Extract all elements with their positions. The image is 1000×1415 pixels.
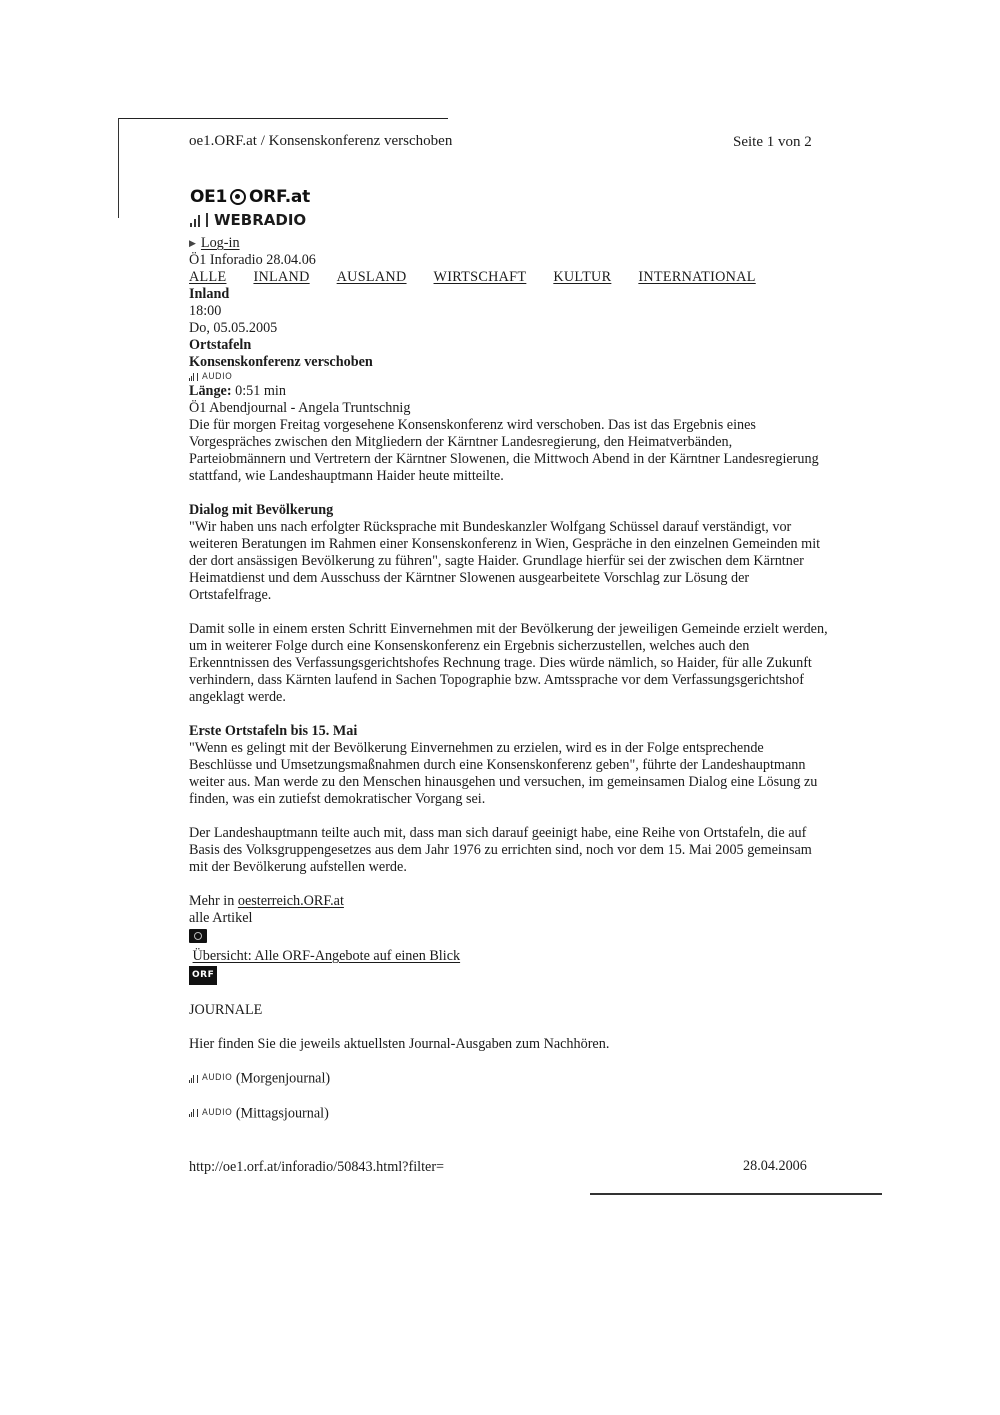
sound-bars-icon [189, 1075, 194, 1083]
article-kicker: Ortstafeln [189, 337, 252, 353]
all-articles-link[interactable]: alle Artikel [189, 910, 253, 926]
oe1-circle-icon [230, 189, 246, 205]
scan-border-left [118, 118, 119, 218]
journale-text: Hier finden Sie die jeweils aktuellsten Journal-Ausgaben zum Nachhören. [189, 1036, 610, 1052]
morgenjournal-audio[interactable] [189, 1070, 829, 1088]
mittagsjournal-audio[interactable] [189, 1105, 829, 1123]
divider [206, 213, 208, 227]
category-nav [189, 269, 829, 286]
orf-badge-logo[interactable]: ORF [189, 966, 217, 985]
nav-item-alle[interactable]: ALLE [189, 269, 227, 285]
station-label: Ö1 Inforadio 28.04.06 [189, 252, 316, 268]
scan-border-top [118, 118, 448, 119]
article-intro: Die für morgen Freitag vorgesehene Konsenskonferenz wird verschoben. Das ist das Ergebnis eines Vorgespräches zwischen den Mitgliedern der Kärntner Landesregierung, den Heimatverbänden, Parteiobmännern und Vertretern der Kärntner Slowenen, die Mittwoch Abend in der Kärntner Landesregierung stattfand, wie Landeshauptmann Haider heute mitteilte. [189, 417, 819, 484]
sound-bars-icon [190, 214, 200, 227]
divider [197, 1075, 198, 1083]
nav-item-international[interactable]: INTERNATIONAL [638, 269, 756, 285]
subheading-dialog: Dialog mit Bevölkerung [189, 502, 334, 518]
more-link-row: Mehr in oesterreich.ORF.at [189, 893, 344, 909]
overview-link-row [189, 948, 829, 965]
triangle-right-icon: ▶ [189, 238, 196, 248]
print-header-title: oe1.ORF.at / Konsenskonferenz verschoben [189, 133, 453, 149]
mittagsjournal-label: (Mittagsjournal) [235, 1105, 329, 1121]
print-footer-url: http://oe1.orf.at/inforadio/50843.html?filter= [189, 1159, 445, 1175]
divider [197, 373, 198, 381]
nav-item-ausland[interactable]: AUSLAND [336, 269, 407, 285]
print-header-page: Seite 1 von 2 [733, 134, 812, 150]
logo-orf-text: ORF.at [249, 187, 310, 207]
sound-bars-icon [189, 1109, 194, 1117]
webradio-text: WEBRADIO [214, 211, 307, 229]
audio-link[interactable] [189, 371, 829, 383]
article-section: Inland [189, 286, 230, 302]
orf-camera-icon[interactable] [189, 929, 207, 943]
scan-border-bottom [590, 1193, 882, 1195]
audio-label: AUDIO [202, 1073, 233, 1083]
more-link[interactable]: oesterreich.ORF.at [237, 893, 344, 909]
login-row [189, 235, 829, 252]
nav-item-wirtschaft[interactable]: WIRTSCHAFT [433, 269, 527, 285]
article-paragraph: Der Landeshauptmann teilte auch mit, dass man sich darauf geeinigt habe, eine Reihe von Ortstafeln, die auf Basis des Volksgruppengesetzes aus dem Jahr 1976 zu errichten sind, noch vor dem 15. Mai 2005 gemeinsam mit der Bevölkerung aufstellen werde. [189, 825, 812, 875]
oe1-orf-logo[interactable] [190, 187, 310, 207]
login-link[interactable]: Log-in [200, 235, 240, 251]
article-paragraph: "Wir haben uns nach erfolgter Rücksprache mit Bundeskanzler Wolfgang Schüssel darauf verständigt, vor weiteren Beratungen im Rahmen einer Konsenskonferenz in Wien, Gespräche in den einzelnen Gemeinden mit der dort ansässigen Bevölkerung zu führen", sagte Haider. Grundlage hierfür sei der zwischen dem Kärntner Heimatdienst und dem Ausschuss der Kärntner Slowenen ausgearbeitete Vorschlag zur Lösung der Ortstafelfrage. [189, 519, 821, 603]
audio-length: Länge: 0:51 min [189, 383, 286, 399]
article-title: Konsenskonferenz verschoben [189, 354, 373, 370]
sound-bars-icon [189, 373, 194, 381]
nav-item-kultur[interactable]: KULTUR [553, 269, 612, 285]
article-date: Do, 05.05.2005 [189, 320, 278, 336]
article-paragraph: Damit solle in einem ersten Schritt Einvernehmen mit der Bevölkerung der jeweiligen Gemeinde erzielt werden, um in weiterer Folge durch eine Konsenskonferenz ein Ergebnis sicherzustellen, welches auch den Erkenntnissen des Verfassungsgerichtshofes Rechnung trage. Dies würde nämlich, so Haider, für alle Zukunft verhindern, dass Kärnten laufend in Sachen Topographie bzw. Amtssprache vor dem Verfassungsgerichtshof angeklagt werde. [189, 621, 828, 705]
article-byline: Ö1 Abendjournal - Angela Truntschnig [189, 400, 411, 416]
audio-label: AUDIO [202, 1107, 233, 1118]
article-paragraph: "Wenn es gelingt mit der Bevölkerung Einvernehmen zu erzielen, wird es in der Folge entsprechende Beschlüsse und Umsetzungsmaßnahmen durch eine Konsenskonferenz geben", führte der Landeshauptmann weiter aus. Man werde zu den Menschen hinausgehen und versuchen, im gemeinsamen Dialog eine Lösung zu finden, was ein zutiefst demokratischer Vorgang sei. [189, 740, 818, 807]
morgenjournal-label: (Morgenjournal) [235, 1070, 331, 1087]
webradio-label [190, 211, 306, 229]
logo-oe1-text: OE1 [190, 187, 227, 207]
article-time: 18:00 [189, 303, 222, 319]
divider [197, 1109, 198, 1117]
audio-label: AUDIO [202, 372, 233, 382]
overview-link[interactable]: Übersicht: Alle ORF-Angebote auf einen Blick [192, 948, 461, 964]
print-footer-date: 28.04.2006 [743, 1158, 807, 1174]
article-content [189, 235, 829, 1122]
subheading-ortstafeln: Erste Ortstafeln bis 15. Mai [189, 723, 358, 739]
journale-heading: JOURNALE [189, 1002, 263, 1018]
nav-item-inland[interactable]: INLAND [253, 269, 310, 285]
